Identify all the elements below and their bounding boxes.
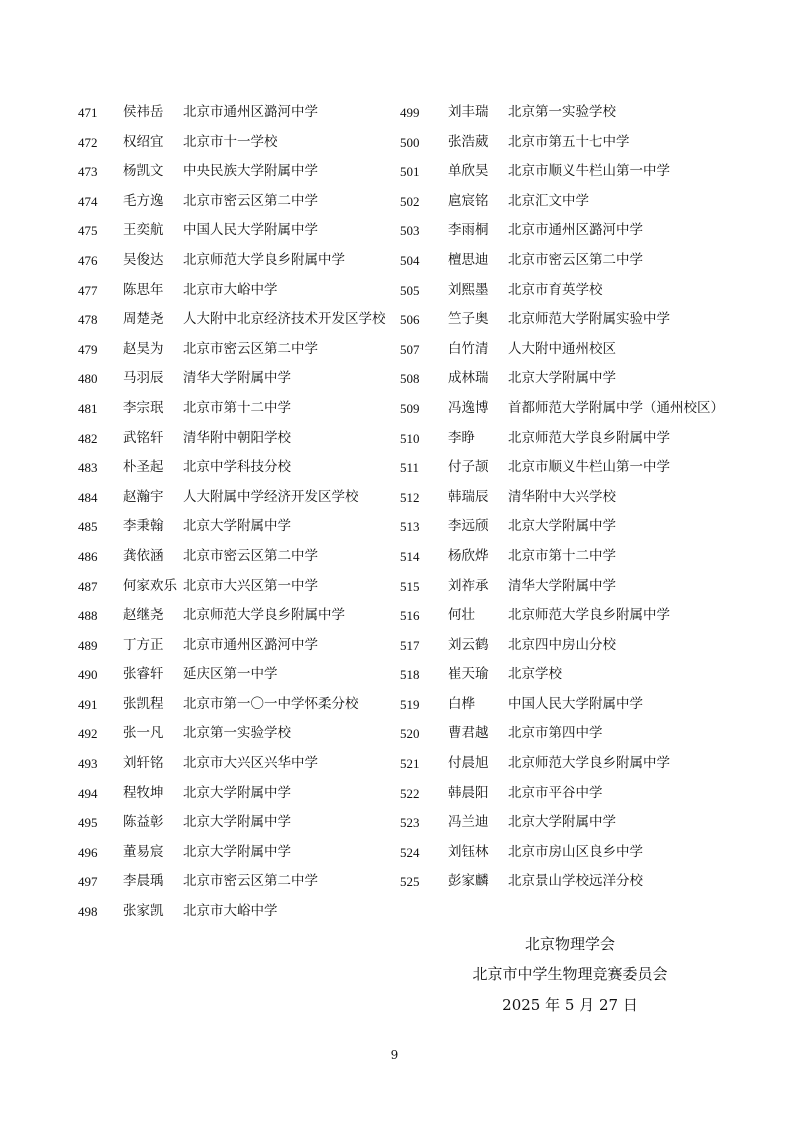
rank-number: 474: [78, 193, 98, 209]
list-item: [400, 807, 760, 837]
list-item: [78, 718, 408, 748]
student-name: 刘钰林: [448, 843, 489, 860]
rank-number: 515: [400, 578, 420, 594]
student-name: 付晨旭: [448, 755, 489, 772]
school-name: 北京大学附属中学: [183, 784, 291, 801]
school-name: 清华附中大兴学校: [508, 488, 616, 505]
school-name: 清华大学附属中学: [508, 577, 616, 594]
school-name: 北京市第五十七中学: [508, 133, 630, 150]
list-item: [78, 127, 408, 157]
rank-number: 525: [400, 874, 420, 890]
list-item: [400, 127, 760, 157]
school-name: 北京市大峪中学: [183, 903, 278, 920]
student-name: 刘轩铭: [123, 755, 164, 772]
rank-number: 506: [400, 312, 420, 328]
school-name: 北京市大兴区兴华中学: [183, 755, 318, 772]
school-name: 北京中学科技分校: [183, 459, 291, 476]
school-name: 北京市通州区潞河中学: [183, 104, 318, 120]
rank-number: 472: [78, 134, 98, 150]
right-column: [400, 97, 760, 896]
school-name: 北京市大峪中学: [183, 281, 278, 298]
list-item: [78, 600, 408, 630]
student-name: 张睿轩: [123, 666, 164, 683]
student-name: 权绍宜: [123, 133, 164, 150]
school-name: 北京市第一〇一中学怀柔分校: [183, 695, 359, 712]
rank-number: 514: [400, 548, 420, 564]
rank-number: 503: [400, 223, 420, 239]
student-name: 周楚尧: [123, 311, 164, 328]
rank-number: 473: [78, 164, 98, 180]
school-name: 北京市育英学校: [508, 281, 603, 298]
student-name: 陈益彰: [123, 814, 164, 831]
school-name: 北京市通州区潞河中学: [183, 636, 318, 653]
student-name: 张一凡: [123, 725, 164, 742]
rank-number: 471: [78, 105, 98, 120]
student-name: 侯祎岳: [123, 104, 164, 120]
student-name: 杨欣烨: [448, 547, 489, 564]
student-name: 李远颀: [448, 518, 489, 535]
school-name: 北京大学附属中学: [183, 518, 291, 535]
student-name: 杨凯文: [123, 163, 164, 180]
school-name: 北京市房山区良乡中学: [508, 843, 643, 860]
list-item: [78, 866, 408, 896]
rank-number: 497: [78, 874, 98, 890]
list-item: [400, 630, 760, 660]
school-name: 北京师范大学附属实验中学: [508, 311, 670, 328]
list-item: [400, 748, 760, 778]
list-item: [78, 452, 408, 482]
rank-number: 501: [400, 164, 420, 180]
school-name: 北京市十一学校: [183, 133, 278, 150]
student-name: 檀思迪: [448, 251, 489, 268]
school-name: 北京市大兴区第一中学: [183, 577, 318, 594]
list-item: [78, 363, 408, 393]
rank-number: 524: [400, 844, 420, 860]
list-item: [400, 571, 760, 601]
list-item: [78, 837, 408, 867]
student-name: 崔天瑜: [448, 666, 489, 683]
rank-number: 490: [78, 667, 98, 683]
list-item: [400, 334, 760, 364]
rank-number: 500: [400, 134, 420, 150]
rank-number: 494: [78, 785, 98, 801]
rank-number: 486: [78, 548, 98, 564]
rank-number: 512: [400, 489, 420, 505]
student-name: 程牧坤: [123, 784, 164, 801]
student-name: 李睁: [448, 429, 475, 446]
rank-number: 522: [400, 785, 420, 801]
rank-number: 491: [78, 696, 98, 712]
student-name: 韩晨阳: [448, 784, 489, 801]
student-name: 李晨瑀: [123, 873, 164, 890]
rank-number: 485: [78, 519, 98, 535]
list-item: [78, 423, 408, 453]
student-name: 何壮: [448, 607, 475, 624]
list-item: [400, 452, 760, 482]
school-name: 北京市密云区第二中学: [183, 547, 318, 564]
school-name: 北京师范大学良乡附属中学: [508, 429, 670, 446]
list-item: [400, 97, 760, 127]
rank-number: 521: [400, 756, 420, 772]
school-name: 北京第一实验学校: [183, 725, 291, 742]
rank-number: 519: [400, 696, 420, 712]
list-item: [78, 275, 408, 305]
student-name: 朴圣起: [123, 459, 164, 476]
school-name: 北京市平谷中学: [508, 784, 603, 801]
rank-number: 480: [78, 371, 98, 387]
school-name: 北京大学附属中学: [508, 370, 616, 387]
rank-number: 523: [400, 815, 420, 831]
rank-number: 518: [400, 667, 420, 683]
list-item: [78, 334, 408, 364]
rank-number: 479: [78, 341, 98, 357]
list-item: [78, 689, 408, 719]
student-name: 韩瑞辰: [448, 488, 489, 505]
list-item: [400, 659, 760, 689]
student-name: 张浩葳: [448, 133, 489, 150]
school-name: 北京师范大学良乡附属中学: [183, 607, 345, 624]
list-item: [78, 896, 408, 926]
school-name: 清华大学附属中学: [183, 370, 291, 387]
rank-number: 516: [400, 608, 420, 624]
list-item: [400, 393, 760, 423]
school-name: 北京大学附属中学: [508, 518, 616, 535]
rank-number: 489: [78, 637, 98, 653]
rank-number: 498: [78, 904, 98, 920]
school-name: 北京市通州区潞河中学: [508, 222, 643, 239]
rank-number: 504: [400, 252, 420, 268]
school-name: 人大附中北京经济技术开发区学校: [183, 311, 386, 328]
list-item: [78, 482, 408, 512]
school-name: 人大附中通州校区: [508, 340, 616, 357]
school-name: 中国人民大学附属中学: [183, 222, 318, 239]
school-name: 北京四中房山分校: [508, 636, 616, 653]
school-name: 北京师范大学良乡附属中学: [183, 251, 345, 268]
school-name: 清华附中朝阳学校: [183, 429, 291, 446]
rank-number: 505: [400, 282, 420, 298]
student-name: 武铭轩: [123, 429, 164, 446]
list-item: [400, 718, 760, 748]
list-item: [78, 511, 408, 541]
student-name: 成林瑞: [448, 370, 489, 387]
rank-number: 493: [78, 756, 98, 772]
list-item: [400, 156, 760, 186]
list-item: [78, 748, 408, 778]
list-item: [400, 482, 760, 512]
school-name: 北京大学附属中学: [508, 814, 616, 831]
rank-number: 510: [400, 430, 420, 446]
student-name: 白竹清: [448, 340, 489, 357]
school-name: 人大附属中学经济开发区学校: [183, 488, 359, 505]
school-name: 北京市密云区第二中学: [183, 340, 318, 357]
list-item: [78, 807, 408, 837]
rank-number: 511: [400, 460, 420, 476]
list-item: [400, 275, 760, 305]
rank-number: 476: [78, 252, 98, 268]
student-name: 赵瀚宇: [123, 488, 164, 505]
student-name: 李秉翰: [123, 518, 164, 535]
list-item: [400, 186, 760, 216]
list-item: [400, 866, 760, 896]
rank-number: 484: [78, 489, 98, 505]
student-name: 刘云鹤: [448, 636, 489, 653]
student-name: 丁方正: [123, 636, 164, 653]
school-name: 北京景山学校远洋分校: [508, 873, 643, 890]
rank-number: 478: [78, 312, 98, 328]
student-name: 扈宸铭: [448, 192, 489, 209]
student-name: 张家凯: [123, 903, 164, 920]
rank-number: 477: [78, 282, 98, 298]
rank-number: 488: [78, 608, 98, 624]
student-name: 白桦: [448, 695, 475, 712]
student-name: 吴俊达: [123, 251, 164, 268]
rank-number: 481: [78, 400, 98, 416]
rank-number: 475: [78, 223, 98, 239]
school-name: 北京市第四中学: [508, 725, 603, 742]
student-name: 陈思年: [123, 281, 164, 298]
student-name: 曹君越: [448, 725, 489, 742]
list-item: [400, 600, 760, 630]
school-name: 中国人民大学附属中学: [508, 695, 643, 712]
student-name: 竺子奥: [448, 311, 489, 328]
rank-number: 495: [78, 815, 98, 831]
rank-number: 499: [400, 105, 420, 120]
list-item: [78, 156, 408, 186]
rank-number: 507: [400, 341, 420, 357]
student-name: 赵继尧: [123, 607, 164, 624]
list-item: [78, 571, 408, 601]
rank-number: 482: [78, 430, 98, 446]
school-name: 中央民族大学附属中学: [183, 163, 318, 180]
student-name: 龚依涵: [123, 547, 164, 564]
list-item: [400, 778, 760, 808]
footer-org-2: 北京市中学生物理竞赛委员会: [472, 965, 668, 983]
school-name: 北京市密云区第二中学: [183, 192, 318, 209]
rank-number: 509: [400, 400, 420, 416]
student-name: 董易宸: [123, 843, 164, 860]
list-item: [78, 659, 408, 689]
rank-number: 520: [400, 726, 420, 742]
school-name: 北京学校: [508, 666, 562, 683]
list-item: [78, 630, 408, 660]
school-name: 北京市密云区第二中学: [183, 873, 318, 890]
student-name: 单欣昊: [448, 163, 489, 180]
school-name: 北京市密云区第二中学: [508, 251, 643, 268]
school-name: 北京市第十二中学: [508, 547, 616, 564]
student-name: 李雨桐: [448, 222, 489, 239]
list-item: [78, 304, 408, 334]
rank-number: 502: [400, 193, 420, 209]
student-name: 马羽辰: [123, 370, 164, 387]
rank-number: 496: [78, 844, 98, 860]
list-item: [78, 778, 408, 808]
school-name: 北京师范大学良乡附属中学: [508, 607, 670, 624]
school-name: 北京大学附属中学: [183, 843, 291, 860]
student-name: 刘熙墨: [448, 281, 489, 298]
student-name: 毛方逸: [123, 192, 164, 209]
school-name: 北京市顺义牛栏山第一中学: [508, 459, 670, 476]
student-name: 付子颉: [448, 459, 489, 476]
student-name: 赵昊为: [123, 340, 164, 357]
student-name: 冯逸博: [448, 399, 489, 416]
student-name: 冯兰迪: [448, 814, 489, 831]
rank-number: 508: [400, 371, 420, 387]
page-number: 9: [390, 1048, 399, 1062]
school-name: 北京师范大学良乡附属中学: [508, 755, 670, 772]
list-item: [78, 97, 408, 127]
list-item: [78, 186, 408, 216]
school-name: 北京市顺义牛栏山第一中学: [508, 163, 670, 180]
rank-number: 487: [78, 578, 98, 594]
list-item: [78, 245, 408, 275]
list-item: [400, 363, 760, 393]
list-item: [78, 215, 408, 245]
list-item: [400, 304, 760, 334]
list-item: [400, 215, 760, 245]
rank-number: 517: [400, 637, 420, 653]
school-name: 北京市第十二中学: [183, 399, 291, 416]
footer-org-1: 北京物理学会: [524, 935, 615, 953]
list-item: [78, 541, 408, 571]
student-name: 李宗珉: [123, 399, 164, 416]
student-name: 刘祚承: [448, 577, 489, 594]
list-item: [400, 245, 760, 275]
student-name: 彭家麟: [448, 873, 489, 890]
student-name: 刘丰瑞: [448, 104, 489, 120]
rank-number: 483: [78, 460, 98, 476]
school-name: 北京汇文中学: [508, 192, 589, 209]
list-item: [400, 837, 760, 867]
student-name: 张凯程: [123, 695, 164, 712]
list-item: [400, 689, 760, 719]
school-name: 延庆区第一中学: [183, 666, 278, 683]
rank-number: 492: [78, 726, 98, 742]
student-name: 王奕航: [123, 222, 164, 239]
left-column: [78, 97, 408, 926]
rank-number: 513: [400, 519, 420, 535]
list-item: [78, 393, 408, 423]
list-item: [400, 423, 760, 453]
footer-date: 2025 年 5 月 27 日: [502, 996, 638, 1014]
school-name: 北京第一实验学校: [508, 104, 616, 120]
school-name: 北京大学附属中学: [183, 814, 291, 831]
list-item: [400, 511, 760, 541]
school-name: 首都师范大学附属中学（通州校区）: [508, 399, 724, 416]
list-item: [400, 541, 760, 571]
student-name: 何家欢乐: [123, 577, 177, 594]
